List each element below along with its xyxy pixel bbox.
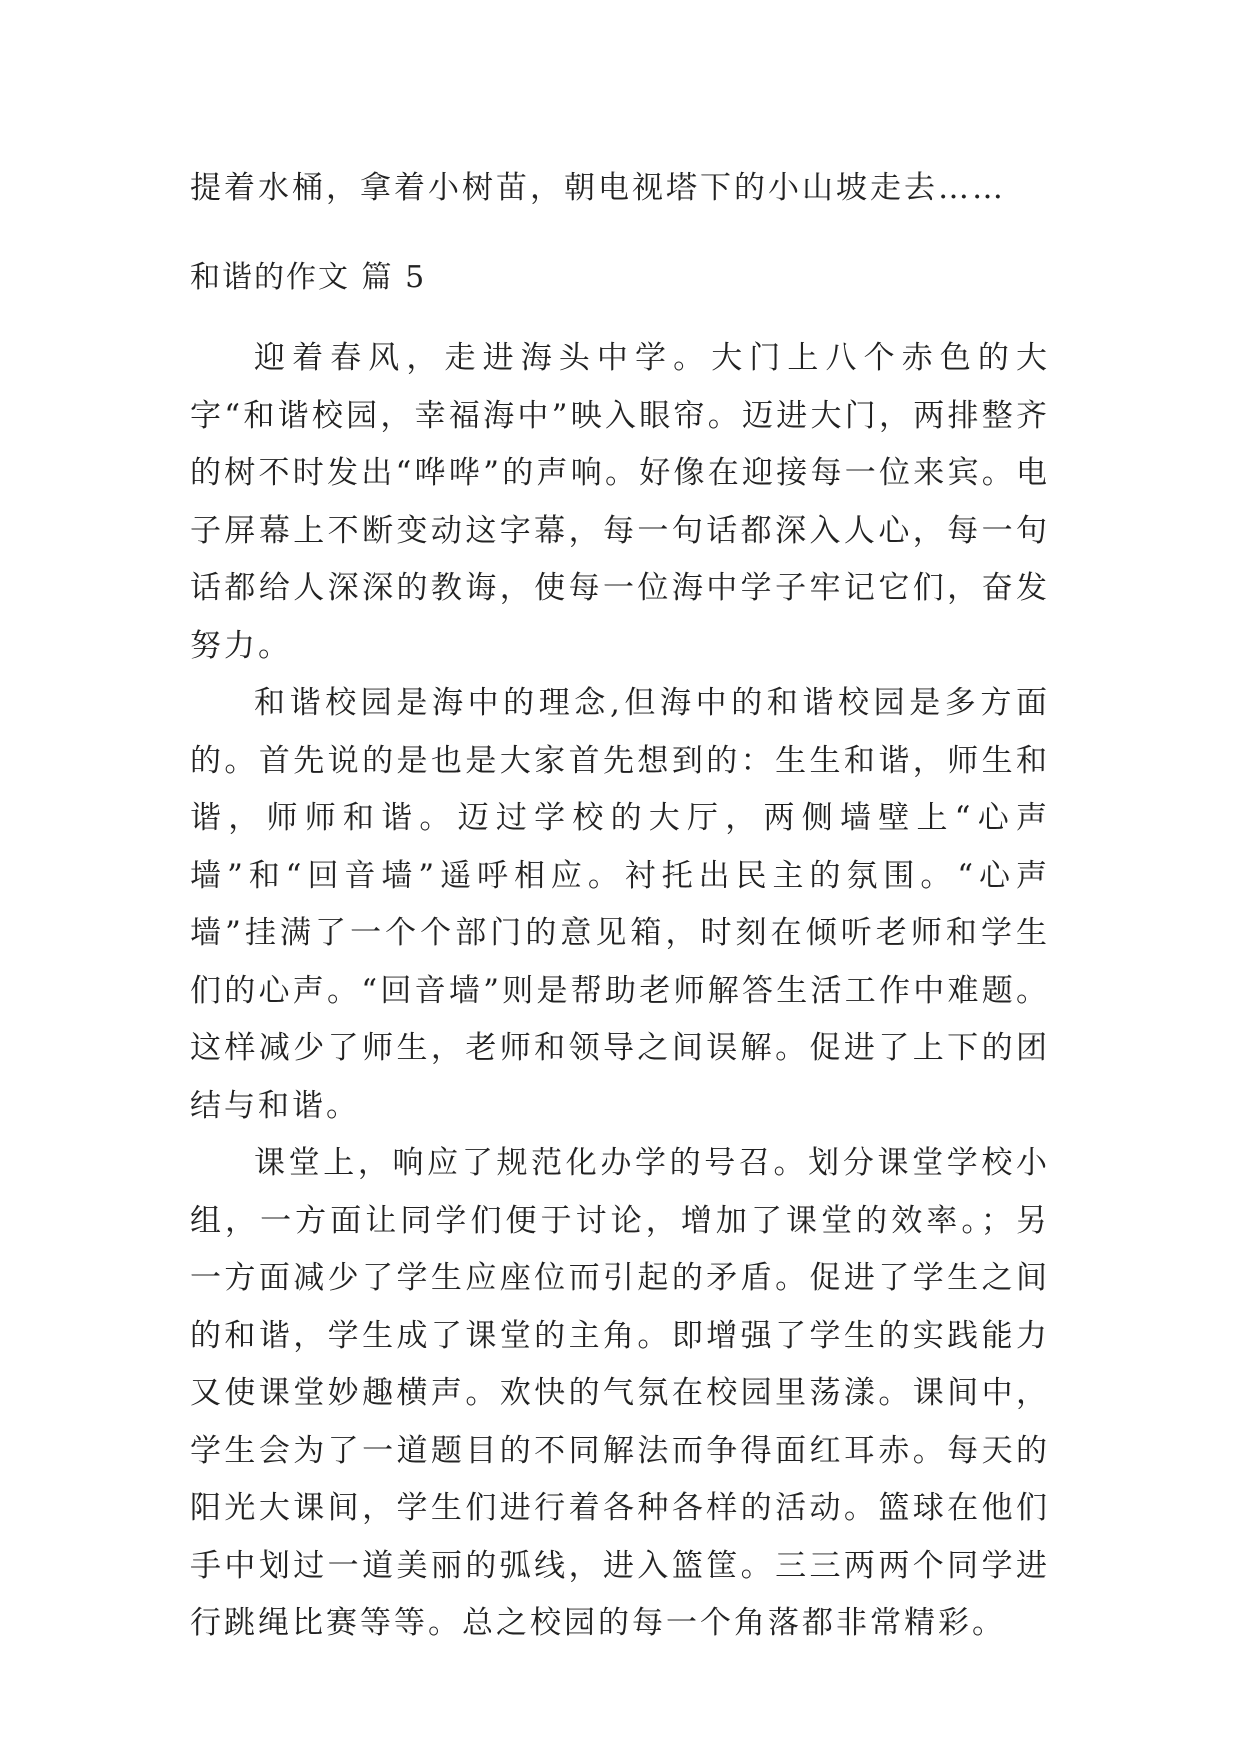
section-title: 和谐的作文 篇 5	[190, 260, 427, 295]
paragraph-1: 迎着春风，走进海头中学。大门上八个赤色的大字“和谐校园，幸福海中”映入眼帘。迈进大门，两排整齐的树不时发出“哗哗”的声响。好像在迎接每一位来宾。电子屏幕上不断变动这字幕，每一句话都深入人心，每一句话都给人深深的教诲，使每一位海中学子牢记它们，奋发努力。	[190, 340, 1050, 664]
essay-body	[190, 330, 1050, 1653]
paragraph-2: 和谐校园是海中的理念,但海中的和谐校园是多方面的。首先说的是也是大家首先想到的：生生和谐，师生和谐，师师和谐。迈过学校的大厅，两侧墙壁上“心声墙”和“回音墙”遥呼相应。衬托出民主的氛围。“心声墙”挂满了一个个部门的意见箱，时刻在倾听老师和学生们的心声。“回音墙”则是帮助老师解答生活工作中难题。这样减少了师生，老师和领导之间误解。促进了上下的团结与和谐。	[190, 685, 1050, 1124]
continuation-line: 提着水桶，拿着小树苗，朝电视塔下的小山坡走去……	[190, 170, 1006, 206]
paragraph-3: 课堂上，响应了规范化办学的号召。划分课堂学校小组，一方面让同学们便于讨论，增加了课堂的效率。；另一方面减少了学生应座位而引起的矛盾。促进了学生之间的和谐，学生成了课堂的主角。即增强了学生的实践能力又使课堂妙趣横声。欢快的气氛在校园里荡漾。课间中，学生会为了一道题目的不同解法而争得面红耳赤。每天的阳光大课间，学生们进行着各种各样的活动。篮球在他们手中划过一道美丽的弧线，进入篮筐。三三两两个同学进行跳绳比赛等等。总之校园的每一个角落都非常精彩。	[190, 1145, 1050, 1641]
